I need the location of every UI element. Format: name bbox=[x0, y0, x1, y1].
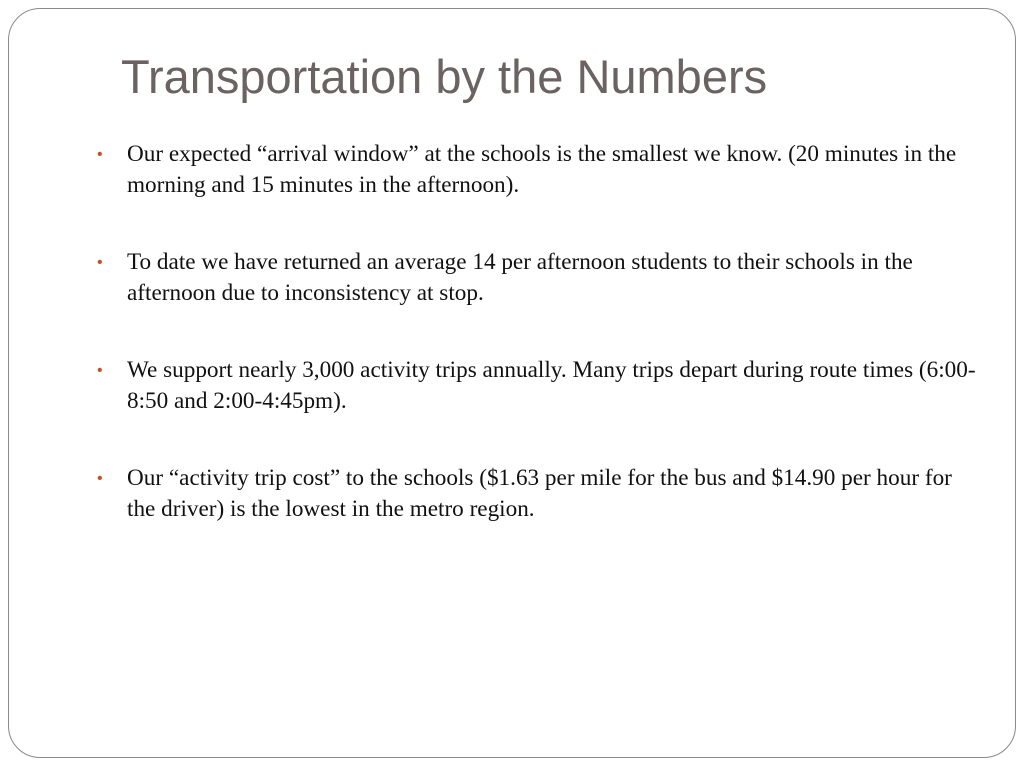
bullet-text: Our expected “arrival window” at the schools is the smallest we know. (20 minutes in the morning and 15 minutes in the afternoon). bbox=[127, 141, 957, 198]
bullet-text: We support nearly 3,000 activity trips annually. Many trips depart during route times (6:00-8:50 and 2:00-4:45pm). bbox=[127, 357, 976, 414]
bullet-item-returned-students bbox=[97, 247, 977, 309]
bullet-text: To date we have returned an average 14 per afternoon students to their schools in the afternoon due to inconsistency at stop. bbox=[127, 249, 913, 306]
slide-frame bbox=[8, 8, 1016, 758]
bullet-text: Our “activity trip cost” to the schools ($1.63 per mile for the bus and $14.90 per hour for the driver) is the lowest in the metro region. bbox=[127, 465, 952, 522]
bullet-icon: • bbox=[97, 146, 103, 163]
bullet-item-trip-cost bbox=[97, 463, 977, 525]
bullet-list bbox=[97, 139, 977, 571]
bullet-icon: • bbox=[97, 254, 103, 271]
bullet-item-activity-trips bbox=[97, 355, 977, 417]
bullet-item-arrival-window bbox=[97, 139, 977, 201]
bullet-icon: • bbox=[97, 362, 103, 379]
bullet-icon: • bbox=[97, 470, 103, 487]
slide-title: Transportation by the Numbers bbox=[121, 50, 768, 103]
